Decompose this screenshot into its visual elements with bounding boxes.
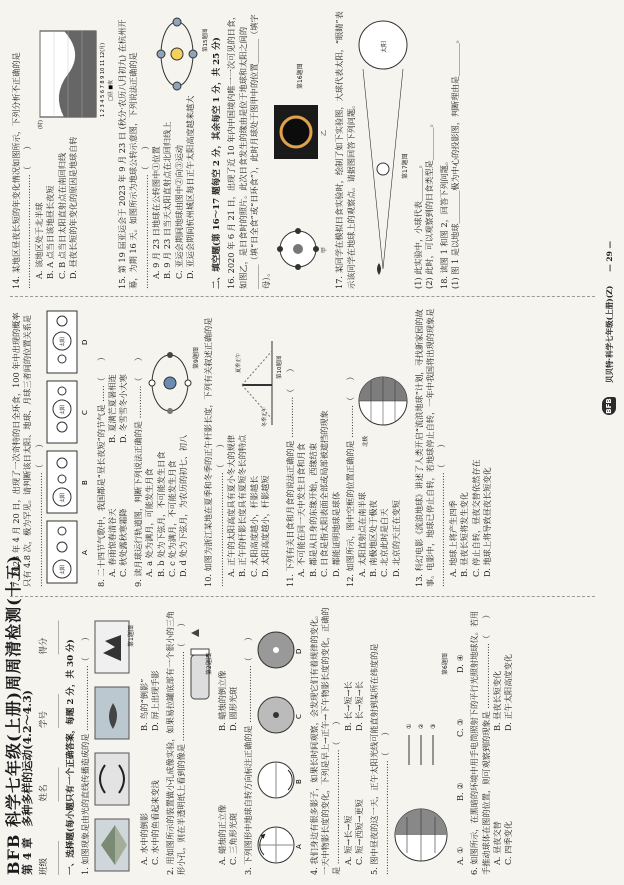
meta-class: 班级 ________ [39, 828, 62, 876]
question-14-stem: 14. 某地区昼夜长短的年变化情况如图所示，下列分析不正确的是 ……………………………………（ ） [11, 52, 33, 289]
q16-label-yi: 乙 [321, 129, 329, 136]
column-divider-2 [10, 296, 595, 297]
question-2-stem: 2. 用如图所示的装置做小孔成像实验，如果易拉罐底部有一个很小的三角形小孔，则在半透明纸上看到的像是 ……………………………（ ） [164, 610, 187, 875]
q11-option-c[interactable]: C. 日食是指太阳表面全部或局部被遮挡的现象 [319, 410, 330, 577]
q10-summer: 夏季正午 [236, 352, 243, 373]
q3-globe-c [258, 697, 294, 733]
q17-part-2: (2) 此时，可以观察到的日食类型是________。 [424, 119, 435, 289]
chapter-subtitle: 第 4 章 多种多样的运动(4.2～4.3) [21, 690, 35, 875]
q3-label-a: A [295, 844, 304, 849]
question-7-stem: 7. 2023 年 4 月 20 日，出现了一次奇特的日全环食，100 年中出现的概率只有 4.8 次，极为罕见。请判断该日太阳、地球、月球三者间的位置关系是 ……………………………………（ ） [11, 312, 44, 587]
exam-title: BFB 科学七年级(上册)周周清检测(十五) [4, 554, 23, 875]
question-6-stem: 6. 如图所示，在黑暗的环境中用手电筒照射下的平行光照射地球仪。若用手推动球体在图的位置，则可观察到的现象是 ……………………（ ） [469, 610, 491, 875]
q4-option-c[interactable]: C. 短→西短→更短 [354, 799, 365, 865]
q17-sun-label: 太阳 [381, 40, 389, 53]
q3-label-c: C [295, 714, 304, 719]
q8-options [107, 305, 130, 577]
q13-option-a[interactable]: A. 地球上将产生四季 [447, 500, 458, 577]
question-16-stem: 16. 2020 年 6 月 21 日，出现了近 10 年内中国境内唯一一次可见的日食，如图乙，是日食时的照片。此次日食发生的缘由是位于地球和太阳之间的______（填“日全食”或“日环食”），此时月球处于图甲中的位置______（填字母）。 [226, 11, 271, 289]
q6-option-a[interactable]: A. 昼夜交替 [491, 821, 502, 865]
q1-option-d[interactable]: D. 屏上出现手影 [150, 670, 161, 731]
q9-option-c[interactable]: C. c 处为满月，不可能发生月食 [167, 460, 178, 577]
q10-fig-label: 第10题图 [277, 355, 284, 379]
q5-figure [391, 615, 451, 875]
q10-figure [226, 335, 282, 431]
q5-lat-3: ③ [430, 723, 438, 729]
q6-option-d[interactable]: D. 正午太阳高度变化 [503, 654, 514, 731]
q7-b-sun: 太阳 [60, 492, 67, 503]
q5-options [455, 607, 466, 865]
q8-option-b[interactable]: B. 夏满芒夏暑相连 [107, 374, 118, 443]
q9-option-d[interactable]: D. d 处为下弦月，为农历的初七、初八 [178, 434, 189, 577]
q11-option-a[interactable]: A. 不可能在同一天中发生日食和月食 [296, 443, 307, 577]
q15-option-d[interactable]: D. 亚运会期间杭州城区每日正午太阳高度越来越大 [185, 95, 196, 279]
q6-option-c[interactable]: C. 四季变化 [503, 821, 514, 865]
q12-north: 北极 [362, 435, 369, 447]
q1-fig-label: 第1题图 [128, 625, 136, 647]
column-1 [4, 554, 515, 875]
q5-option-a[interactable]: A. ① [454, 846, 465, 865]
q4-option-a[interactable]: A. 短→长→短 [342, 815, 353, 865]
q5-option-d[interactable]: D. ④ [454, 654, 465, 673]
question-17-stem: 17. 某同学在模拟日食实验时，绘制了如下实验图，大球代表太阳，“眼睛”表示该同学在地球上的观察点。请据图回答下列问题。 [334, 11, 356, 289]
q9-figure [144, 337, 200, 429]
q9-block [144, 305, 200, 587]
q8-option-c[interactable]: C. 秋处露秋寒霜降 [118, 508, 129, 577]
q17-figure [357, 9, 409, 289]
q12-options [357, 457, 411, 577]
q3-globe-d [258, 632, 294, 668]
q12-option-c[interactable]: C. 北京此时是白天 [379, 508, 390, 577]
question-5-stem: 5. 图中昼夜的这一天，正午太阳光线可能直射到某所在纬度的是 ……………………………………（ ） [368, 643, 390, 875]
q17-part-1: (1) 此实验中，小球代表________。 [412, 160, 423, 289]
question-8-stem: 8. 二十四节气歌中，我国都是“昼长夜短”的节气是 ……（ ） [95, 352, 106, 587]
q11-option-d[interactable]: D. 都能证明地球是球体 [330, 491, 341, 577]
q15-fig-label: 第15题图 [203, 28, 210, 52]
bfb-logo-icon: BFB [602, 397, 616, 415]
q5-fig-label: 第6题图 [442, 653, 450, 675]
q10-options [226, 435, 282, 577]
q6-option-b[interactable]: B. 昼夜长短变化 [491, 670, 502, 731]
meta-id: 学号 ________ [39, 681, 62, 729]
q1-option-b[interactable]: B. 鸟的“倒影” [138, 678, 149, 731]
q3-figure [254, 615, 302, 875]
q3-globe-b [258, 762, 294, 798]
q5-lat-1: ① [406, 723, 414, 729]
q10-option-b[interactable]: B. 正午的杆影长度具有夏短冬长的特点 [237, 434, 248, 577]
page-number: — 29 — [604, 241, 614, 272]
question-12-stem: 12. 如图所示，图中空框的位置正确的是 …………（ ） [345, 372, 356, 587]
q14-options [34, 137, 114, 279]
q10-winter: 冬季正午 [262, 406, 269, 427]
q9-option-a[interactable]: A. a 处为满月，可能发生月食 [144, 468, 155, 577]
q14-block [34, 7, 114, 289]
q4-option-d[interactable]: D. 长→短→长 [354, 681, 365, 731]
q13-option-b[interactable]: B. 昼夜长短将发生变化 [459, 492, 470, 577]
q16-label-jia: 甲 [321, 246, 329, 253]
q12-option-b[interactable]: B. 南极地区处于极夜 [367, 500, 378, 577]
q15-option-a[interactable]: A. 9 月 23 日地球在公转图中①位置 [151, 146, 162, 279]
q3-label-b: B [295, 779, 304, 784]
q9-options [144, 435, 200, 577]
q1-figure [91, 615, 135, 875]
question-18-stem: 18. 读图 1 和图 2，回答下列问题。 [438, 156, 449, 289]
q2-option-b[interactable]: B. 蜡烛的倒立像 [216, 670, 227, 731]
q13-options [448, 305, 494, 577]
q10-option-c[interactable]: C. 太阳高度越小，杆影越长 [248, 475, 259, 577]
question-3-stem: 3. 下列图形中地球自转方向标注正确的是 …………………（ ） [242, 632, 253, 875]
q4-options [343, 607, 366, 865]
q4-option-b[interactable]: B. 长→短→长 [342, 681, 353, 731]
q6-options [492, 607, 515, 865]
question-11-stem: 11. 下列有关日食和月食的说法正确的是 ……………（ ） [285, 364, 296, 587]
question-4-stem: 4. 我们身边有很多影子，如果长时间观察，会发现它们有着规律的变化。一天中物影长度的变化，下列是早上→正午→下午物影长度的变化，正确的是 ……………………………………（ ） [308, 607, 342, 875]
q14-legend: □昼 ■夜 [107, 79, 114, 101]
q8-option-d[interactable]: D. 冬雪雪冬小大寒 [118, 374, 129, 443]
q5-option-c[interactable]: C. ③ [454, 718, 465, 737]
q9-fig-label: 第9题图 [193, 347, 201, 369]
q10-block [226, 305, 282, 587]
q2-options [217, 607, 240, 865]
q14-figure [34, 27, 114, 131]
q13-option-c[interactable]: C. 停止自转，昼夜交替依然存在 [470, 459, 481, 577]
q1-options [139, 607, 162, 865]
q16-fig-label: 第16题图 [297, 63, 305, 89]
q1-option-c[interactable]: C. 水中的鱼看起来变浅 [150, 780, 161, 865]
q3-label-d: D [295, 648, 304, 654]
q10-option-a[interactable]: A. 正午的太阳高度具有夏小冬大的规律 [226, 434, 237, 577]
q14-x-axis: 1 2 3 4 5 6 7 8 9 10 11 12(月) [99, 42, 106, 117]
q2-option-a[interactable]: A. 蜡烛的正立像 [216, 804, 227, 865]
question-15-stem: 15. 第 19 届亚运会于 2023 年 9 月 23 日 (秋分·农历八月初九) 在杭州开幕，为期 16 天。如图所示为地球公转示意图，下列说法正确的是 ……………………………………（ ） [116, 19, 150, 289]
q5-lat-2: ② [418, 723, 426, 729]
question-13-stem: 13. 科幻电影《流浪地球》讲述了人类开启“流浪地球”计划，寻找新家园的故事。电影中，地球已停止自转，若地球停止自转，一年中我国将出现的现象是 ……………………………………（ ） [413, 308, 447, 587]
q7-c-sun: 太阳 [60, 404, 67, 415]
q2-option-c[interactable]: C. 三角形光斑 [228, 812, 239, 865]
q11-options [296, 305, 342, 577]
page-footer [602, 241, 616, 415]
q17-fig-label: 第17题图 [402, 153, 410, 179]
q7-label-d: D [81, 339, 90, 345]
q1-option-a[interactable]: A. 水中的倒影 [138, 812, 149, 865]
column-2 [8, 305, 493, 587]
q7-d-sun: 太阳 [60, 336, 67, 347]
q7-a-sun: 太阳 [60, 564, 67, 575]
q12-figure [357, 351, 411, 451]
column-divider-1 [10, 596, 595, 597]
q9-option-b[interactable]: B. b 处为下弦月，不可能发生日食 [155, 451, 166, 577]
q14-option-a[interactable]: A. 该地区处于北半球 [33, 202, 44, 279]
q7-label-c: C [81, 410, 90, 415]
q10-option-d[interactable]: D. 太阳高度越小，杆影越短 [260, 475, 271, 577]
q2-fig-label: 第2题图 [206, 653, 214, 675]
q11-option-b[interactable]: B. 都是从日身的东缘开始，西缘结束 [307, 442, 318, 577]
q7-label-b: B [81, 480, 90, 485]
q14-option-b[interactable]: B. A 点当日该地昼长夜短 [45, 185, 56, 279]
q16-figure [272, 9, 328, 289]
q12-option-d[interactable]: D. 北京的天正在变短 [390, 500, 401, 577]
q7-label-a: A [81, 550, 90, 555]
q14-option-d[interactable]: D. 昼夜长短的年变化的原因是地球自转 [68, 136, 79, 279]
section-choice-title: 一、选择题(每小题只有一个正确答案，每题 2 分，共 30 分) [65, 639, 76, 875]
question-1-stem: 1. 如图现象是由光的直线传播造成的是 ……………………（ ） [80, 632, 91, 875]
q12-block [357, 305, 411, 587]
meta-score: 得分 ________ [39, 607, 62, 655]
q15-block [151, 7, 209, 289]
footer-brand: 贝贝特·科学七年级(上册)(Z) [604, 285, 614, 383]
q15-option-c[interactable]: C. 亚运会期间地球由图中②向③运动 [173, 145, 184, 279]
q18-part-1: (1) 图 1 是以地球________极为中心的投影图，判断理由是________。 [449, 35, 460, 289]
q13-option-d[interactable]: D. 地球上将导致昼夜长短变化 [481, 467, 492, 577]
section-fill-title: 二、填空题(第 16～17 题每空 2 分，其余每空 1 分，共 25 分) [212, 37, 223, 289]
column-3 [8, 7, 461, 289]
q7-figure [45, 307, 89, 587]
q2-figure [187, 615, 213, 875]
q5-option-b[interactable]: B. ② [454, 782, 465, 801]
q14-option-c[interactable]: C. B 点当日太阳直射点在南回归线 [56, 152, 67, 279]
q3-globe-a [258, 827, 294, 863]
q2-option-d[interactable]: D. 圆形光斑 [228, 686, 239, 731]
q12-option-a[interactable]: A. 太阳直射点在南半球 [356, 492, 367, 577]
q15-option-b[interactable]: B. 9 月 23 日当天太阳直射点在北回归线上 [162, 121, 173, 279]
q14-y-unit: (时) [37, 119, 44, 129]
q8-option-a[interactable]: A. 春雨惊春清谷天 [107, 508, 118, 577]
student-meta [39, 607, 62, 875]
question-9-stem: 9. 读月球运行轨道图，判断下列说法正确的是 …………（ ） [132, 352, 143, 587]
q15-options [151, 96, 209, 279]
q15-figure [151, 14, 209, 92]
meta-name: 姓名 ________ [39, 754, 62, 802]
question-10-stem: 10. 如图为浙江某地在夏季和冬季的正午杆影长度，下列有关叙述正确的是 ……………………………………（ ） [203, 317, 225, 587]
